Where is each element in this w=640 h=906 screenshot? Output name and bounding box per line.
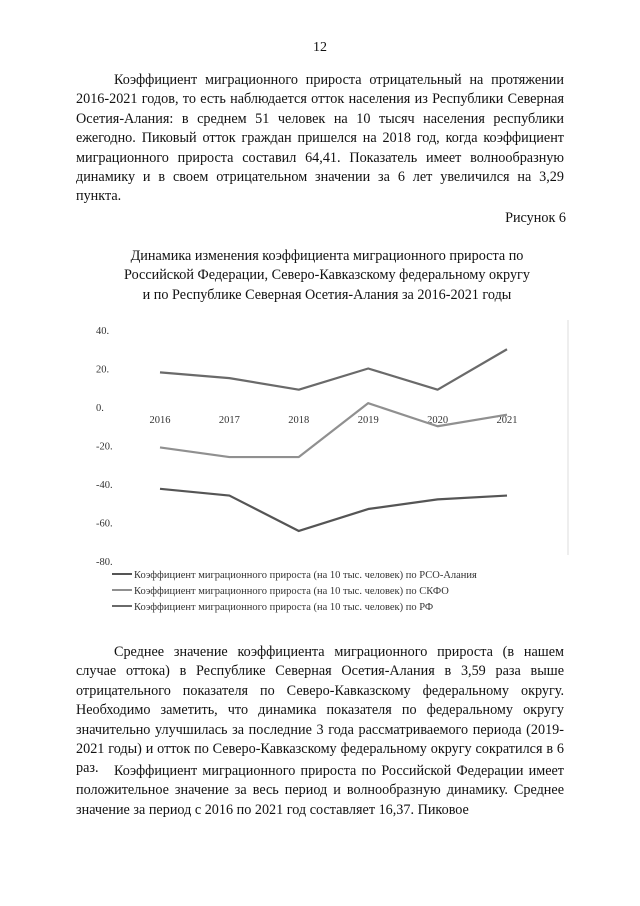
- x-tick-label: 2018: [288, 415, 310, 426]
- y-tick-label: -60.: [96, 518, 113, 530]
- chart-title: [90, 247, 564, 305]
- legend-entry: Коэффициент миграционного прироста (на 10 тыс. человек) по РСО-Алания: [134, 570, 477, 581]
- series-line-3: [160, 349, 507, 389]
- x-tick-label: 2019: [357, 415, 379, 426]
- chart-title-line-3: и по Республике Северная Осетия-Алания за 2016-2021 годы: [142, 286, 512, 303]
- paragraph-2: Среднее значение коэффициента миграционного прироста (в нашем случае оттока) в Республике Северная Осетия-Алания в 3,59 раза выше отрицательного показателя по Северо-Кавказскому федеральному округу. Необходимо заметить, что динамика показателя по федеральному округу значительно улучшилась за последние 3 года рассматриваемого периода (2019-2021 годы) и отток по Северо-Кавказскому федеральному округу сократился в 6 раз.: [76, 644, 564, 777]
- legend-entry: Коэффициент миграционного прироста (на 10 тыс. человек) по РФ: [134, 602, 434, 613]
- figure-label: Рисунок 6: [505, 210, 566, 226]
- series-line-2: [160, 403, 507, 457]
- y-tick-label: -20.: [96, 441, 113, 453]
- x-tick-label: 2017: [218, 415, 240, 426]
- y-tick-label: 20.: [96, 364, 110, 376]
- line-chart: [90, 310, 580, 635]
- paragraph-3: Коэффициент миграционного прироста по Российской Федерации имеет положительное значение за весь период и волнообразную динамику. Среднее значение за период с 2016 по 2021 год составляет 16,37. Пиковое: [76, 763, 564, 818]
- chart-title-line-2: Российской Федерации, Северо-Кавказскому федеральному округу: [124, 267, 530, 284]
- series-lines: [160, 349, 507, 531]
- x-tick-label: 2016: [149, 415, 171, 426]
- y-tick-label: -80.: [96, 557, 113, 568]
- x-tick-label: 2021: [496, 415, 518, 426]
- y-tick-label: 0.: [96, 403, 104, 414]
- x-tick-label: 2020: [427, 415, 449, 426]
- legend-entry: Коэффициент миграционного прироста (на 10 тыс. человек) по СКФО: [134, 586, 449, 597]
- paragraph-1: Коэффициент миграционного прироста отрицательный на протяжении 2016-2021 годов, то есть наблюдается отток населения из Республики Северная Осетия-Алания: в среднем 51 человек на 10 тысяч населения республики ежегодно. Пиковый отток граждан пришелся на 2018 год, когда коэффициент миграционного прироста составил 64,41. Показатель имеет волнообразную динамику и в своем отрицательном значении за 6 лет увеличился на 3,29 пункта.: [76, 72, 564, 205]
- y-tick-label: 40.: [96, 326, 110, 337]
- series-line-1: [160, 489, 507, 531]
- y-tick-label: -40.: [96, 480, 113, 491]
- page-number: 12: [313, 40, 327, 55]
- x-axis-ticks: [150, 415, 518, 426]
- chart-title-line-1: Динамика изменения коэффициента миграционного прироста по: [130, 248, 524, 264]
- chart-legend: [112, 570, 477, 613]
- y-axis-ticks: [96, 326, 113, 568]
